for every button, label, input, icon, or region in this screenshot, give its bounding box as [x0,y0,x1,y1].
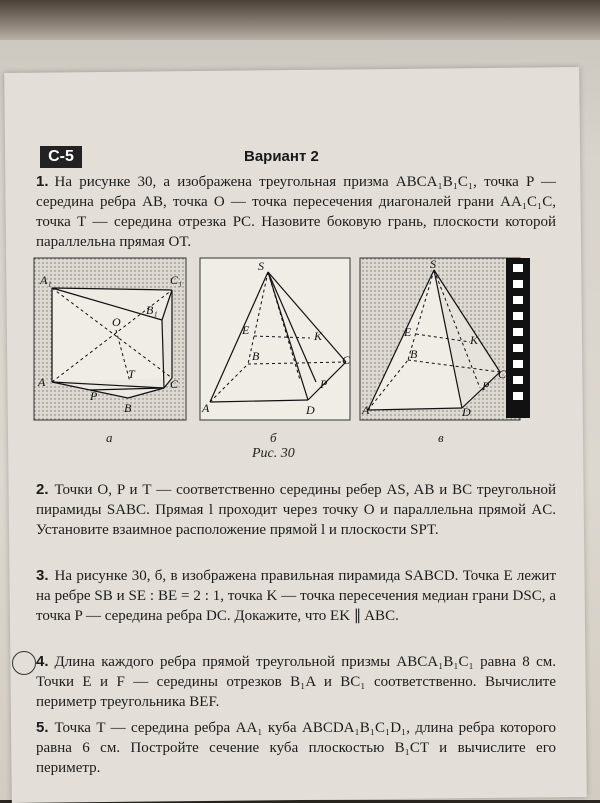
point-label: K [314,329,323,343]
problem-text: Длина каждого ребра прямой треугольной призмы ABCA₁B₁C₁ равна 8 см. Точки E и F — середины отрезков B₁A и BC₁ соответственно. Вычислите периметр треугольника BEF. [36,654,556,710]
point-label: P [320,377,328,391]
point-label: B [252,349,260,363]
variant-title: Вариант 2 [244,148,319,165]
point-label: D [462,405,471,419]
problem-text: Точка T — середина ребра AA₁ куба ABCDA₁B₁C₁D₁, длина ребра которого равна 6 см. Постройте сечение куба плоскостью B₁CT и вычислите его периметр. [36,720,556,776]
point-label: S [258,259,264,273]
section-badge: С-5 [40,146,82,168]
figure-caption: Рис. 30 [252,446,295,461]
point-label: E [404,325,412,339]
point-label: B [124,401,132,415]
problem-1 [36,172,556,252]
problem-text: На рисунке 30, б, в изображена правильная пирамида SABCD. Точка E лежит на ребре SB и SE : BE = 2 : 1, точка K — точка пересечения медиан грани DSC, а точка P — середина ребра DC. Докажите, что EK ∥ ABC. [36,568,556,624]
hand-drawn-circle [12,651,36,675]
point-label: T [128,367,135,381]
point-label: O [112,315,121,329]
problem-text: На рисунке 30, а изображена треугольная призма ABCA₁B₁C₁, точка P — середина ребра AB, точка O — точка пересечения диагоналей грани AA₁C₁C, точка T — середина отрезка PC. Назовите боковую грань, плоскости которой параллельна прямая OT. [36,174,556,250]
problem-3 [36,566,556,626]
figure-label-a: а [106,430,113,445]
point-label: C [498,367,507,381]
figure-30 [30,254,530,454]
problem-number: 4. [36,653,49,670]
point-label: S [430,257,436,271]
figure-c [358,254,528,429]
figure-label-b: б [270,430,277,445]
point-label: K [470,333,479,347]
point-label: C [342,353,351,367]
point-label: D [306,403,315,417]
problem-5 [36,718,556,778]
point-label: E [242,323,250,337]
point-label: C₁ [170,273,183,287]
problem-text: Точки O, P и T — соответственно середины ребер AS, AB и BC треугольной пирамиды SABC. Прямая l проходит через точку O и параллельна прямой AC. Установите взаимное расположение прямой l и плоскости SPT. [36,482,556,538]
point-label: P [482,379,490,393]
figure-a [30,254,190,429]
problem-number: 2. [36,481,49,498]
filmstrip-decoration [506,258,530,418]
photo-dark-edge [0,0,600,40]
point-label: B₁ [146,303,158,317]
problem-number: 1. [36,173,49,190]
point-label: B [410,347,418,361]
point-label: C [170,377,179,391]
point-label: A [362,403,370,417]
problem-2 [36,480,556,540]
point-label: A [38,375,46,389]
problem-number: 3. [36,567,49,584]
point-label: A₁ [40,273,52,287]
figure-label-c: в [438,430,444,445]
figure-b [196,254,356,429]
point-label: P [90,389,98,403]
point-label: A [202,401,210,415]
problem-4 [36,652,556,712]
problem-number: 5. [36,719,49,736]
